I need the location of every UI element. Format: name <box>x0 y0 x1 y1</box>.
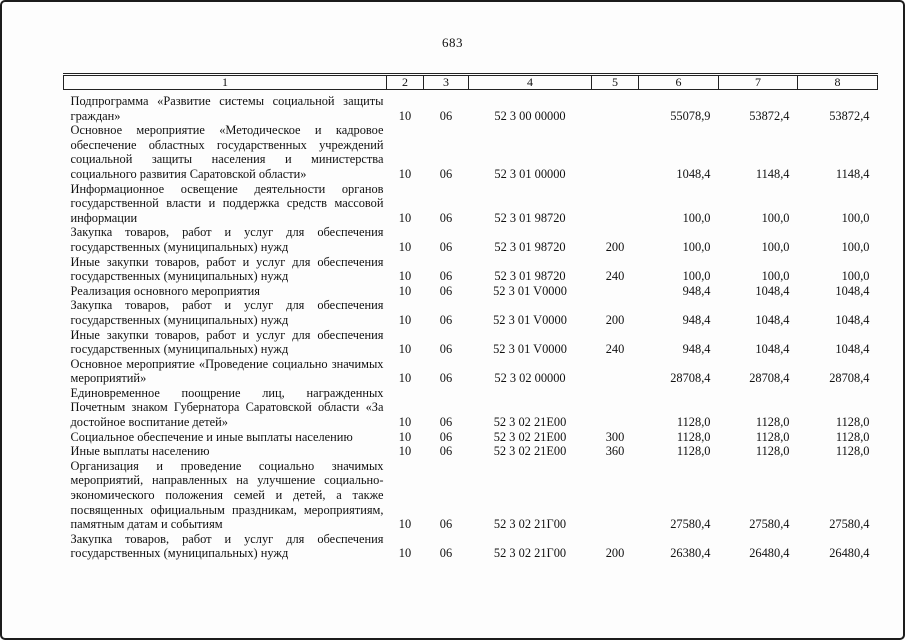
row-value-cell: 52 3 02 21Е00 <box>493 415 567 430</box>
table-row <box>64 430 878 445</box>
row-value-cell: 1048,4 <box>835 283 870 298</box>
table-header-row <box>64 75 878 90</box>
table-row <box>64 255 878 284</box>
row-value-cell: 1128,0 <box>676 415 711 430</box>
row-value-cell: 1128,0 <box>755 415 790 430</box>
row-value-cell: 52 3 01 98720 <box>494 210 566 225</box>
row-value-cell: 06 <box>439 108 453 123</box>
row-value-cell <box>592 182 639 226</box>
row-value-cell: 10 <box>398 444 412 459</box>
row-value-cell: 240 <box>605 342 625 357</box>
row-value-cell <box>592 459 639 532</box>
row-value-cell: 1128,0 <box>835 415 870 430</box>
row-name-cell: Единовременное поощрение лиц, награжденных Почетным знаком Губернатора Саратовской области «За достойное воспитание детей» <box>70 385 384 430</box>
row-name-cell: Информационное освещение деятельности органов государственной власти и поддержка средств массовой информации <box>70 181 384 225</box>
row-value-cell: 06 <box>439 342 453 357</box>
row-value-cell: 948,4 <box>682 283 711 298</box>
column-header-2: 2 <box>387 75 424 90</box>
column-header-8: 8 <box>798 75 878 90</box>
row-name-cell: Закупка товаров, работ и услуг для обеспечения государственных (муниципальных) нужд <box>70 531 384 561</box>
row-name-cell: Иные закупки товаров, работ и услуг для обеспечения государственных (муниципальных) нужд <box>70 327 384 357</box>
budget-table <box>63 73 878 561</box>
row-value-cell: 28708,4 <box>670 371 711 386</box>
row-value-cell: 06 <box>439 444 453 459</box>
row-value-cell: 100,0 <box>841 239 870 254</box>
row-value-cell: 06 <box>439 239 453 254</box>
row-value-cell: 300 <box>605 429 625 444</box>
row-value-cell: 53872,4 <box>749 108 790 123</box>
row-value-cell: 100,0 <box>682 239 711 254</box>
row-value-cell: 10 <box>398 342 412 357</box>
row-value-cell: 360 <box>605 444 625 459</box>
row-value-cell: 52 3 02 21Е00 <box>493 429 567 444</box>
column-header-5: 5 <box>592 75 639 90</box>
row-value-cell: 1128,0 <box>835 444 870 459</box>
row-value-cell: 10 <box>398 108 412 123</box>
column-header-1: 1 <box>64 75 387 90</box>
table-row <box>64 284 878 299</box>
row-value-cell: 100,0 <box>682 269 711 284</box>
row-value-cell: 100,0 <box>761 269 790 284</box>
table-row <box>64 444 878 459</box>
row-value-cell: 1128,0 <box>755 429 790 444</box>
row-value-cell: 10 <box>398 239 412 254</box>
row-value-cell: 52 3 02 00000 <box>494 371 566 386</box>
column-header-7: 7 <box>719 75 798 90</box>
row-value-cell <box>592 284 639 299</box>
row-value-cell: 26380,4 <box>670 546 711 561</box>
row-name-cell: Основное мероприятие «Методическое и кадровое обеспечение областных государственных учреждений социальной защиты населения и министерства социального развития Саратовской области» <box>70 123 384 181</box>
row-value-cell: 10 <box>398 429 412 444</box>
row-value-cell: 1128,0 <box>835 429 870 444</box>
row-value-cell: 28708,4 <box>749 371 790 386</box>
row-value-cell: 10 <box>398 312 412 327</box>
row-value-cell: 52 3 01 V0000 <box>493 283 567 298</box>
row-value-cell: 06 <box>439 269 453 284</box>
row-value-cell: 06 <box>439 517 453 532</box>
row-value-cell: 240 <box>605 269 625 284</box>
row-value-cell: 06 <box>439 371 453 386</box>
row-value-cell: 100,0 <box>761 239 790 254</box>
row-value-cell: 10 <box>398 546 412 561</box>
row-name-cell: Организация и проведение социально значимых мероприятий, направленных на улучшение социально-экономического положения семей и детей, а также посвященных официальным праздникам, мероприятиям, памятным датам и событиям <box>70 458 384 532</box>
row-value-cell: 1048,4 <box>676 166 711 181</box>
row-value-cell: 200 <box>605 239 625 254</box>
row-value-cell: 06 <box>439 210 453 225</box>
column-header-6: 6 <box>639 75 719 90</box>
row-value-cell: 1048,4 <box>835 342 870 357</box>
row-value-cell: 948,4 <box>682 312 711 327</box>
table-row <box>64 123 878 181</box>
row-value-cell: 1128,0 <box>676 429 711 444</box>
page-number: 683 <box>442 35 463 50</box>
row-value-cell: 10 <box>398 415 412 430</box>
table-row <box>64 386 878 430</box>
row-value-cell: 52 3 02 21Е00 <box>493 444 567 459</box>
column-header-3: 3 <box>424 75 469 90</box>
row-value-cell: 100,0 <box>682 210 711 225</box>
row-value-cell: 27580,4 <box>749 517 790 532</box>
row-value-cell: 1128,0 <box>755 444 790 459</box>
row-value-cell: 52 3 02 21Г00 <box>493 517 567 532</box>
row-value-cell: 52 3 00 00000 <box>494 108 566 123</box>
row-value-cell <box>592 386 639 430</box>
table-row <box>64 328 878 357</box>
row-value-cell: 200 <box>605 312 625 327</box>
row-value-cell: 1128,0 <box>676 444 711 459</box>
row-value-cell: 10 <box>398 210 412 225</box>
row-value-cell: 06 <box>439 429 453 444</box>
row-value-cell: 06 <box>439 166 453 181</box>
row-value-cell: 52 3 01 V0000 <box>493 342 567 357</box>
table-row <box>64 298 878 327</box>
row-value-cell: 1048,4 <box>755 283 790 298</box>
table-row <box>64 225 878 254</box>
table-row <box>64 90 878 124</box>
row-value-cell: 10 <box>398 269 412 284</box>
column-header-4: 4 <box>469 75 592 90</box>
row-name-cell: Реализация основного мероприятия <box>70 283 260 298</box>
table-row <box>64 532 878 561</box>
row-value-cell: 52 3 01 00000 <box>494 166 566 181</box>
row-value-cell: 27580,4 <box>829 517 870 532</box>
row-value-cell: 55078,9 <box>670 108 711 123</box>
row-value-cell: 26480,4 <box>749 546 790 561</box>
row-value-cell: 10 <box>398 517 412 532</box>
row-value-cell: 1048,4 <box>835 312 870 327</box>
row-value-cell: 100,0 <box>841 269 870 284</box>
row-value-cell: 52 3 01 V0000 <box>493 312 567 327</box>
row-value-cell: 10 <box>398 166 412 181</box>
row-value-cell: 27580,4 <box>670 517 711 532</box>
row-value-cell <box>592 90 639 124</box>
row-value-cell: 100,0 <box>841 210 870 225</box>
row-value-cell: 10 <box>398 283 412 298</box>
row-value-cell: 1048,4 <box>755 312 790 327</box>
row-value-cell: 26480,4 <box>829 546 870 561</box>
row-value-cell <box>592 357 639 386</box>
row-value-cell: 28708,4 <box>829 371 870 386</box>
table-row <box>64 357 878 386</box>
row-name-cell: Социальное обеспечение и иные выплаты населению <box>70 429 353 444</box>
table-row <box>64 459 878 532</box>
row-value-cell: 100,0 <box>761 210 790 225</box>
row-name-cell: Подпрограмма «Развитие системы социальной защиты граждан» <box>70 94 384 123</box>
row-value-cell: 200 <box>605 546 625 561</box>
row-value-cell: 52 3 02 21Г00 <box>493 546 567 561</box>
row-value-cell: 52 3 01 98720 <box>494 239 566 254</box>
row-name-cell: Иные выплаты населению <box>70 444 210 459</box>
row-name-cell: Закупка товаров, работ и услуг для обеспечения государственных (муниципальных) нужд <box>70 225 384 254</box>
row-value-cell: 10 <box>398 371 412 386</box>
row-value-cell: 06 <box>439 312 453 327</box>
row-value-cell: 1148,4 <box>835 166 870 181</box>
row-value-cell: 52 3 01 98720 <box>494 269 566 284</box>
row-value-cell: 1148,4 <box>755 166 790 181</box>
row-name-cell: Основное мероприятие «Проведение социально значимых мероприятий» <box>70 356 384 386</box>
row-value-cell: 1048,4 <box>755 342 790 357</box>
row-name-cell: Иные закупки товаров, работ и услуг для обеспечения государственных (муниципальных) нужд <box>70 254 384 284</box>
row-value-cell: 948,4 <box>682 342 711 357</box>
row-value-cell: 53872,4 <box>829 108 870 123</box>
row-value-cell: 06 <box>439 283 453 298</box>
row-name-cell: Закупка товаров, работ и услуг для обеспечения государственных (муниципальных) нужд <box>70 298 384 327</box>
row-value-cell <box>592 123 639 181</box>
table-row <box>64 182 878 226</box>
row-value-cell: 06 <box>439 415 453 430</box>
row-value-cell: 06 <box>439 546 453 561</box>
